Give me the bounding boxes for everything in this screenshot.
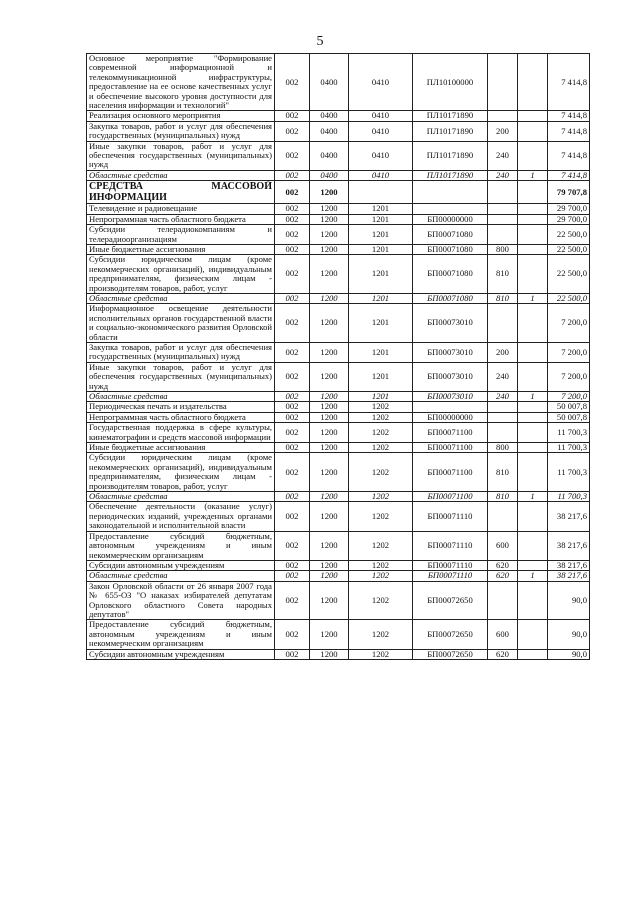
- subsection-code: 0410: [349, 121, 413, 141]
- grbs-code: 002: [275, 342, 310, 362]
- expense-type-code: 620: [488, 560, 518, 570]
- item-name: Областные средства: [87, 392, 275, 402]
- target-article-code: БП00071110: [413, 502, 488, 531]
- amount: 7 414,8: [548, 141, 590, 170]
- table-row: [87, 204, 590, 214]
- item-name: Иные бюджетные ассигнования: [87, 443, 275, 453]
- expense-type-code: 600: [488, 620, 518, 649]
- grbs-code: 002: [275, 255, 310, 294]
- item-name: Субсидии автономным учреждениям: [87, 649, 275, 659]
- subsection-code: 1201: [349, 342, 413, 362]
- amount: 38 217,6: [548, 571, 590, 581]
- table-row: [87, 560, 590, 570]
- table-row: [87, 531, 590, 560]
- funding-source-code: 1: [518, 293, 548, 303]
- subsection-code: 0410: [349, 141, 413, 170]
- table-row: [87, 111, 590, 121]
- target-article-code: БП00073010: [413, 304, 488, 343]
- section-code: 0400: [310, 54, 349, 111]
- target-article-code: БП00073010: [413, 392, 488, 402]
- expense-type-code: 240: [488, 141, 518, 170]
- funding-source-code: [518, 453, 548, 492]
- amount: 7 414,8: [548, 111, 590, 121]
- amount: 22 500,0: [548, 225, 590, 245]
- subsection-code: 1201: [349, 225, 413, 245]
- item-name: Реализация основного мероприятия: [87, 111, 275, 121]
- page-number: 5: [316, 34, 324, 49]
- target-article-code: ПЛ10171890: [413, 121, 488, 141]
- target-article-code: ПЛ10100000: [413, 54, 488, 111]
- amount: 50 007,8: [548, 402, 590, 412]
- target-article-code: БП00071100: [413, 423, 488, 443]
- item-name: Иные закупки товаров, работ и услуг для обеспечения государственных (муниципальных) нужд: [87, 362, 275, 391]
- item-name: Обеспечение деятельности (оказание услуг) периодических изданий, учрежденных органами законодательной и исполнительной власти: [87, 502, 275, 531]
- expense-type-code: 800: [488, 443, 518, 453]
- item-name: Областные средства: [87, 170, 275, 180]
- item-name: Телевидение и радиовещание: [87, 204, 275, 214]
- subsection-code: [349, 181, 413, 204]
- amount: 29 700,0: [548, 204, 590, 214]
- funding-source-code: [518, 255, 548, 294]
- item-name: Предоставление субсидий бюджетным, автономным учреждениям и иным некоммерческим организациям: [87, 620, 275, 649]
- expense-type-code: [488, 412, 518, 422]
- amount: 22 500,0: [548, 255, 590, 294]
- amount: 90,0: [548, 581, 590, 620]
- table-row: [87, 170, 590, 180]
- target-article-code: БП00072650: [413, 620, 488, 649]
- grbs-code: 002: [275, 54, 310, 111]
- expense-type-code: [488, 225, 518, 245]
- funding-source-code: [518, 54, 548, 111]
- funding-source-code: [518, 141, 548, 170]
- table-row: [87, 342, 590, 362]
- section-code: 1200: [310, 244, 349, 254]
- table-row: [87, 453, 590, 492]
- amount: 7 200,0: [548, 392, 590, 402]
- subsection-code: 1202: [349, 531, 413, 560]
- item-name: Субсидии юридическим лицам (кроме некоммерческих организаций), индивидуальным предпринимателям, физическим лицам - производителям товаров, работ, услуг: [87, 255, 275, 294]
- expense-type-code: [488, 423, 518, 443]
- funding-source-code: [518, 412, 548, 422]
- subsection-code: 0410: [349, 170, 413, 180]
- amount: 38 217,6: [548, 502, 590, 531]
- funding-source-code: [518, 204, 548, 214]
- expense-type-code: [488, 304, 518, 343]
- item-name: Областные средства: [87, 571, 275, 581]
- table-row: [87, 362, 590, 391]
- subsection-code: 1201: [349, 214, 413, 224]
- funding-source-code: 1: [518, 492, 548, 502]
- amount: 7 200,0: [548, 362, 590, 391]
- section-code: 1200: [310, 402, 349, 412]
- target-article-code: БП00071080: [413, 293, 488, 303]
- section-code: 0400: [310, 111, 349, 121]
- expense-type-code: 800: [488, 244, 518, 254]
- grbs-code: 002: [275, 181, 310, 204]
- section-code: 1200: [310, 531, 349, 560]
- amount: 38 217,6: [548, 560, 590, 570]
- target-article-code: БП00073010: [413, 342, 488, 362]
- funding-source-code: [518, 111, 548, 121]
- table-row: [87, 244, 590, 254]
- funding-source-code: [518, 362, 548, 391]
- expense-type-code: [488, 581, 518, 620]
- subsection-code: 1202: [349, 492, 413, 502]
- grbs-code: 002: [275, 402, 310, 412]
- funding-source-code: [518, 560, 548, 570]
- item-name: Закупка товаров, работ и услуг для обеспечения государственных (муниципальных) нужд: [87, 121, 275, 141]
- table-row: [87, 293, 590, 303]
- subsection-code: 1202: [349, 423, 413, 443]
- section-code: 1200: [310, 225, 349, 245]
- grbs-code: 002: [275, 304, 310, 343]
- item-name: Субсидии телерадиокомпаниям и телерадиоорганизациям: [87, 225, 275, 245]
- expense-type-code: [488, 214, 518, 224]
- section-code: 1200: [310, 443, 349, 453]
- section-code: 1200: [310, 412, 349, 422]
- amount: 50 007,8: [548, 412, 590, 422]
- grbs-code: 002: [275, 293, 310, 303]
- target-article-code: БП00071080: [413, 244, 488, 254]
- amount: 79 707,8: [548, 181, 590, 204]
- grbs-code: 002: [275, 581, 310, 620]
- section-code: 1200: [310, 181, 349, 204]
- amount: 7 200,0: [548, 342, 590, 362]
- target-article-code: ПЛ10171890: [413, 170, 488, 180]
- subsection-code: 1202: [349, 443, 413, 453]
- section-code: 1200: [310, 342, 349, 362]
- subsection-code: 0410: [349, 54, 413, 111]
- funding-source-code: [518, 304, 548, 343]
- subsection-code: 0410: [349, 111, 413, 121]
- subsection-code: 1201: [349, 244, 413, 254]
- subsection-code: 1201: [349, 204, 413, 214]
- item-name: Субсидии автономным учреждениям: [87, 560, 275, 570]
- item-name: Предоставление субсидий бюджетным, автономным учреждениям и иным некоммерческим организациям: [87, 531, 275, 560]
- funding-source-code: [518, 581, 548, 620]
- expense-type-code: 810: [488, 492, 518, 502]
- target-article-code: БП00000000: [413, 214, 488, 224]
- expense-type-code: [488, 111, 518, 121]
- amount: 22 500,0: [548, 293, 590, 303]
- section-code: 1200: [310, 214, 349, 224]
- table-row: [87, 54, 590, 111]
- item-name: Иные бюджетные ассигнования: [87, 244, 275, 254]
- grbs-code: 002: [275, 453, 310, 492]
- subsection-code: 1201: [349, 362, 413, 391]
- amount: 90,0: [548, 649, 590, 659]
- funding-source-code: [518, 181, 548, 204]
- target-article-code: БП00071100: [413, 453, 488, 492]
- section-code: 1200: [310, 293, 349, 303]
- target-article-code: БП00071110: [413, 531, 488, 560]
- target-article-code: ПЛ10171890: [413, 141, 488, 170]
- subsection-code: 1202: [349, 412, 413, 422]
- subsection-code: 1202: [349, 649, 413, 659]
- grbs-code: 002: [275, 214, 310, 224]
- target-article-code: БП00072650: [413, 581, 488, 620]
- target-article-code: ПЛ10171890: [413, 111, 488, 121]
- section-code: 1200: [310, 423, 349, 443]
- item-name: Непрограммная часть областного бюджета: [87, 412, 275, 422]
- section-code: 1200: [310, 362, 349, 391]
- funding-source-code: 1: [518, 571, 548, 581]
- amount: 7 414,8: [548, 170, 590, 180]
- table-row: [87, 225, 590, 245]
- expense-type-code: 240: [488, 362, 518, 391]
- funding-source-code: [518, 225, 548, 245]
- subsection-code: 1202: [349, 453, 413, 492]
- target-article-code: [413, 204, 488, 214]
- funding-source-code: [518, 342, 548, 362]
- expense-type-code: 620: [488, 571, 518, 581]
- amount: 7 414,8: [548, 54, 590, 111]
- grbs-code: 002: [275, 571, 310, 581]
- item-name: Субсидии юридическим лицам (кроме некоммерческих организаций), индивидуальным предпринимателям, физическим лицам - производителям товаров, работ, услуг: [87, 453, 275, 492]
- table-row: [87, 214, 590, 224]
- expense-type-code: 810: [488, 255, 518, 294]
- amount: 11 700,3: [548, 423, 590, 443]
- section-code: 1200: [310, 649, 349, 659]
- funding-source-code: 1: [518, 392, 548, 402]
- expense-type-code: [488, 502, 518, 531]
- amount: 11 700,3: [548, 492, 590, 502]
- section-code: 1200: [310, 571, 349, 581]
- expense-type-code: 240: [488, 170, 518, 180]
- grbs-code: 002: [275, 443, 310, 453]
- amount: 90,0: [548, 620, 590, 649]
- item-name: Закупка товаров, работ и услуг для обеспечения государственных (муниципальных) нужд: [87, 342, 275, 362]
- table-row: [87, 392, 590, 402]
- table-row: [87, 121, 590, 141]
- item-name: Областные средства: [87, 293, 275, 303]
- target-article-code: БП00071100: [413, 443, 488, 453]
- amount: 22 500,0: [548, 244, 590, 254]
- section-code: 1200: [310, 255, 349, 294]
- subsection-code: 1201: [349, 293, 413, 303]
- amount: 11 700,3: [548, 453, 590, 492]
- grbs-code: 002: [275, 423, 310, 443]
- target-article-code: БП00071080: [413, 225, 488, 245]
- target-article-code: БП00071110: [413, 571, 488, 581]
- section-code: 0400: [310, 141, 349, 170]
- budget-table: [86, 53, 590, 660]
- grbs-code: 002: [275, 170, 310, 180]
- subsection-code: 1201: [349, 255, 413, 294]
- amount: 7 200,0: [548, 304, 590, 343]
- grbs-code: 002: [275, 412, 310, 422]
- subsection-code: 1201: [349, 304, 413, 343]
- expense-type-code: 600: [488, 531, 518, 560]
- grbs-code: 002: [275, 244, 310, 254]
- funding-source-code: [518, 402, 548, 412]
- subsection-code: 1202: [349, 402, 413, 412]
- item-name: Информационное освещение деятельности исполнительных органов государственной власти и социально-экономического развития Орловской области: [87, 304, 275, 343]
- amount: 7 414,8: [548, 121, 590, 141]
- target-article-code: БП00071110: [413, 560, 488, 570]
- subsection-code: 1202: [349, 560, 413, 570]
- section-code: 1200: [310, 581, 349, 620]
- subsection-code: 1202: [349, 571, 413, 581]
- funding-source-code: 1: [518, 170, 548, 180]
- item-name: Периодическая печать и издательства: [87, 402, 275, 412]
- item-name: СРЕДСТВА МАССОВОЙ ИНФОРМАЦИИ: [87, 181, 275, 204]
- section-code: 1200: [310, 620, 349, 649]
- expense-type-code: 240: [488, 392, 518, 402]
- expense-type-code: [488, 402, 518, 412]
- amount: 11 700,3: [548, 443, 590, 453]
- table-row: [87, 412, 590, 422]
- item-name: Основное мероприятие "Формирование современной информационной и телекоммуникационной инфраструктуры, предоставление на ее основе качественных услуг и обеспечение высокого уровня доступности для населения информации и технологий": [87, 54, 275, 111]
- expense-type-code: 810: [488, 293, 518, 303]
- table-row: [87, 620, 590, 649]
- target-article-code: БП00000000: [413, 412, 488, 422]
- table-row: [87, 571, 590, 581]
- table-row: [87, 255, 590, 294]
- subsection-code: 1202: [349, 502, 413, 531]
- grbs-code: 002: [275, 204, 310, 214]
- subsection-code: 1202: [349, 620, 413, 649]
- grbs-code: 002: [275, 531, 310, 560]
- amount: 29 700,0: [548, 214, 590, 224]
- section-code: 1200: [310, 392, 349, 402]
- table-row: [87, 502, 590, 531]
- section-code: 1200: [310, 204, 349, 214]
- funding-source-code: [518, 423, 548, 443]
- target-article-code: БП00071100: [413, 492, 488, 502]
- funding-source-code: [518, 531, 548, 560]
- grbs-code: 002: [275, 141, 310, 170]
- section-code: 1200: [310, 492, 349, 502]
- funding-source-code: [518, 620, 548, 649]
- expense-type-code: 200: [488, 121, 518, 141]
- table-row: [87, 181, 590, 204]
- amount: 38 217,6: [548, 531, 590, 560]
- grbs-code: 002: [275, 362, 310, 391]
- grbs-code: 002: [275, 225, 310, 245]
- funding-source-code: [518, 214, 548, 224]
- grbs-code: 002: [275, 649, 310, 659]
- section-code: 0400: [310, 121, 349, 141]
- grbs-code: 002: [275, 392, 310, 402]
- table-row: [87, 492, 590, 502]
- expense-type-code: [488, 54, 518, 111]
- table-row: [87, 443, 590, 453]
- target-article-code: БП00071080: [413, 255, 488, 294]
- target-article-code: БП00073010: [413, 362, 488, 391]
- target-article-code: [413, 402, 488, 412]
- expense-type-code: [488, 181, 518, 204]
- expense-type-code: 200: [488, 342, 518, 362]
- table-row: [87, 581, 590, 620]
- table-row: [87, 141, 590, 170]
- subsection-code: 1201: [349, 392, 413, 402]
- funding-source-code: [518, 121, 548, 141]
- item-name: Государственная поддержка в сфере культуры, кинематографии и средств массовой информации: [87, 423, 275, 443]
- grbs-code: 002: [275, 560, 310, 570]
- target-article-code: БП00072650: [413, 649, 488, 659]
- grbs-code: 002: [275, 111, 310, 121]
- table-row: [87, 304, 590, 343]
- section-code: 1200: [310, 502, 349, 531]
- table-row: [87, 423, 590, 443]
- grbs-code: 002: [275, 492, 310, 502]
- funding-source-code: [518, 244, 548, 254]
- item-name: Непрограммная часть областного бюджета: [87, 214, 275, 224]
- grbs-code: 002: [275, 121, 310, 141]
- section-code: 0400: [310, 170, 349, 180]
- grbs-code: 002: [275, 620, 310, 649]
- funding-source-code: [518, 443, 548, 453]
- section-code: 1200: [310, 304, 349, 343]
- grbs-code: 002: [275, 502, 310, 531]
- funding-source-code: [518, 502, 548, 531]
- expense-type-code: [488, 204, 518, 214]
- section-code: 1200: [310, 560, 349, 570]
- table-row: [87, 649, 590, 659]
- item-name: Иные закупки товаров, работ и услуг для обеспечения государственных (муниципальных) нужд: [87, 141, 275, 170]
- section-code: 1200: [310, 453, 349, 492]
- funding-source-code: [518, 649, 548, 659]
- item-name: Закон Орловской области от 26 января 2007 года № 655-ОЗ "О наказах избирателей депутатам Орловского областного Совета народных депутатов": [87, 581, 275, 620]
- expense-type-code: 620: [488, 649, 518, 659]
- target-article-code: [413, 181, 488, 204]
- table-row: [87, 402, 590, 412]
- item-name: Областные средства: [87, 492, 275, 502]
- expense-type-code: 810: [488, 453, 518, 492]
- subsection-code: 1202: [349, 581, 413, 620]
